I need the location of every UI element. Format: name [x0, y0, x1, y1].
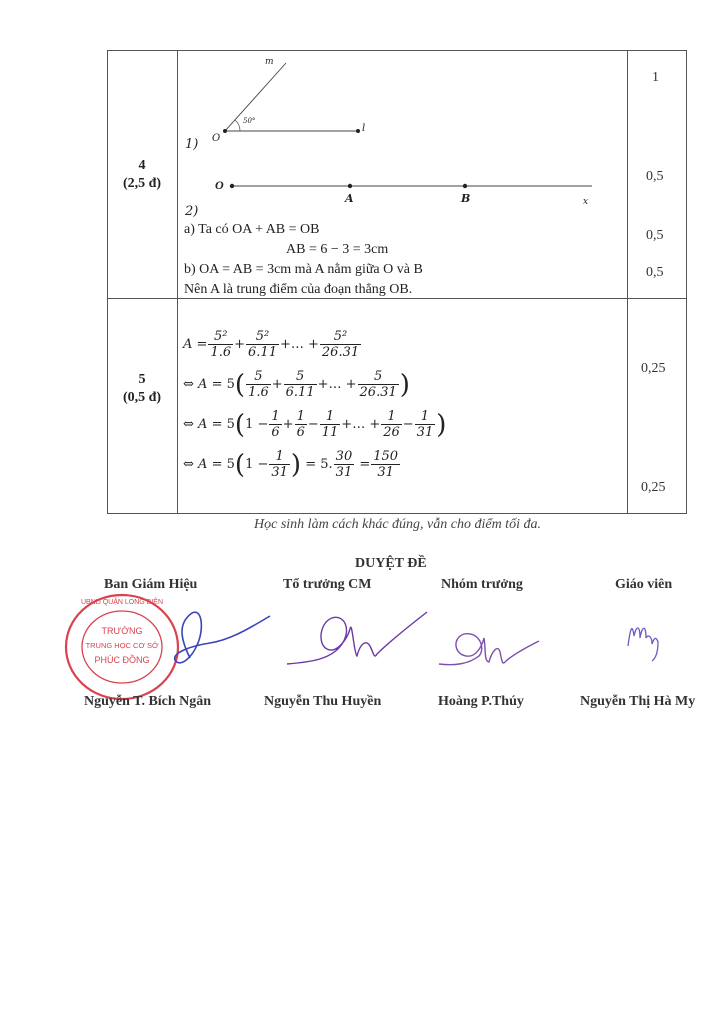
- teacher-signature-icon: [618, 606, 678, 666]
- math-fraction: $\frac{\text{5²}}{1.6}$: [210, 329, 232, 360]
- role-group-leader: Nhóm trưởng: [441, 577, 523, 592]
- stamp-line-1: TRƯỜNG: [101, 626, 143, 636]
- q4-answer-b-line1: b) OA = AB = 3cm mà A nằm giữa O và B: [184, 262, 423, 277]
- name-principal: Nguyễn T. Bích Ngân: [84, 694, 212, 709]
- q4-fig2-label-b: B: [461, 192, 471, 205]
- table-row-divider: [108, 298, 686, 299]
- q5-number: 5: [138, 372, 146, 387]
- q4-answer-a-line1: a) Ta có OA + AB = OB: [184, 222, 320, 237]
- q5-math-line-3: ⇔ A = 5 ( 1 − $\frac{1}{6}$ + $\frac{1}{6}$ − $\frac{1}{11}$ +… + $\frac{1}{26}$ − $\frac{1}{31}$ ): [183, 409, 447, 440]
- math-fraction: $\frac{\text{5²}}{26.31}$: [321, 329, 360, 360]
- name-head: Nguyễn Thu Huyền: [264, 694, 382, 709]
- q4-score-4: 0,5: [646, 265, 664, 280]
- q4-fig1-label-o: O: [212, 133, 221, 144]
- q4-figure-1-ray: [300, 126, 370, 138]
- q4-fig1-label-l: l: [362, 123, 366, 134]
- q4-fig1-number: 1): [185, 137, 199, 152]
- math-fraction: $\frac{\text{5²}}{6.11}$: [248, 329, 277, 360]
- q4-score-2: 0,5: [646, 169, 664, 184]
- math-iff: ⇔: [183, 377, 194, 392]
- q5-math-line-2: ⇔ A = 5 ( $\frac{5}{1.6}$ + $\frac{5}{6.11}$ +… + $\frac{5}{26.31}$ ): [183, 369, 410, 400]
- role-principal: Ban Giám Hiệu: [104, 577, 198, 592]
- math-fraction: $\frac{5}{26.31}$: [359, 369, 397, 400]
- name-teacher: Nguyễn Thị Hà My: [580, 694, 696, 709]
- q5-points: (0,5 đ): [122, 390, 162, 405]
- math-fraction: $\frac{5}{1.6}$: [248, 369, 269, 400]
- q4-fig1-angle: 50°: [243, 117, 256, 125]
- name-group-leader: Hoàng P.Thúy: [438, 694, 524, 709]
- math-eq: =: [196, 337, 208, 352]
- principal-signature-icon: [120, 598, 280, 678]
- q4-answer-a-line2: AB = 6 − 3 = 3cm: [286, 242, 389, 257]
- group-leader-signature-icon: [434, 616, 544, 676]
- q5-number-cell: [110, 371, 174, 407]
- table-col-divider-1: [177, 51, 178, 513]
- head-signature-icon: [282, 604, 432, 674]
- q4-fig2-label-a: A: [345, 192, 354, 205]
- q5-score-1: 0,25: [641, 361, 666, 376]
- stamp-outer-text: UBND QUẬN LONG BIÊN: [80, 599, 164, 606]
- q4-fig1-label-m: m: [265, 57, 274, 67]
- q5-math-line-1: A = $\frac{\text{5²}}{1.6}$ + $\frac{\text{5²}}{6.11}$ +… + $\frac{\text{5²}}{26.31}$: [183, 329, 360, 360]
- q4-answer-b-line2: Nên A là trung điểm của đoạn thẳng OB.: [184, 282, 413, 297]
- math-fraction: $\frac{5}{6.11}$: [285, 369, 315, 400]
- q4-fig2-label-o: O: [215, 178, 224, 192]
- q4-number-cell: [110, 157, 174, 193]
- q5-score-2: 0,25: [641, 480, 666, 495]
- q4-number: 4: [138, 158, 146, 173]
- role-teacher: Giáo viên: [615, 577, 673, 592]
- q4-score-3: 0,5: [646, 228, 664, 243]
- approval-title: DUYỆT ĐỀ: [355, 556, 427, 571]
- q5-math-line-4: ⇔ A = 5 ( 1 − $\frac{1}{31}$ ) = 5. $\frac{30}{31}$ = $\frac{150}{31}$: [183, 449, 399, 480]
- stamp-line-2: TRUNG HỌC CƠ SỞ: [85, 641, 159, 650]
- q4-fig2-label-x: x: [583, 197, 589, 207]
- stamp-line-3: PHÚC ĐỒNG: [94, 655, 150, 665]
- table-col-divider-2: [627, 51, 628, 513]
- role-head: Tổ trưởng CM: [283, 577, 372, 592]
- math-var: A: [183, 337, 193, 352]
- q4-score-1: 1: [652, 70, 659, 85]
- q4-points: (2,5 đ): [122, 176, 162, 191]
- q4-fig2-number: 2): [185, 204, 199, 219]
- q4-figure-2: [215, 178, 595, 194]
- math-ellipsis: +… +: [279, 337, 319, 352]
- grading-note: Học sinh làm cách khác đúng, vẫn cho điểm tối đa.: [254, 517, 541, 532]
